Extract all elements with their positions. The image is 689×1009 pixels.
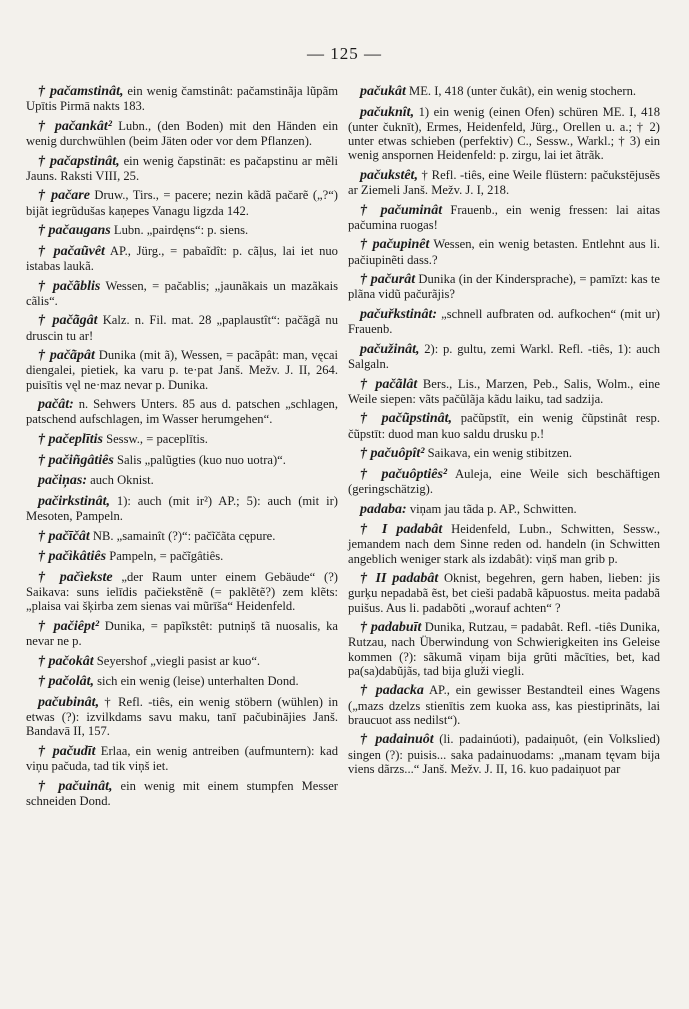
entry-headword: † pačaũvêt bbox=[38, 243, 105, 259]
entry-text: Kalz. n. Fil. mat. 28 „paplaustît“: pačãgã nu druscin tu ar! bbox=[26, 313, 338, 343]
entry-headword: † pačuôpît² bbox=[360, 446, 425, 462]
entry-headword: † pačupinêt bbox=[360, 237, 430, 253]
dictionary-entry bbox=[348, 168, 660, 197]
dictionary-entry bbox=[348, 571, 660, 615]
entry-text: 2): p. gultu, zemi Warkl. Refl. -tiês, 1): auch Salgaln. bbox=[348, 341, 660, 371]
dictionary-entry bbox=[348, 203, 660, 232]
entry-headword: pačirkstinât, bbox=[38, 493, 110, 509]
dictionary-entry bbox=[348, 84, 660, 99]
entry-text: auch Oknist. bbox=[87, 473, 154, 488]
entry-headword: † pačankât² bbox=[38, 118, 112, 134]
entry-headword: † padacka bbox=[360, 683, 424, 699]
entry-text: ME. I, 418 (unter čukât), ein wenig stochern. bbox=[405, 84, 637, 98]
entry-text: viņam jau tãda p. AP., Schwitten. bbox=[406, 501, 577, 516]
entry-headword: † padainuôt bbox=[360, 732, 434, 748]
entry-text: Heidenfeld, Lubn., Schwitten, Sessw., jemandem nach dem Sinne reden od. handeln (in Schwitten angeblich weniger stark als izdabât): viņš man grib p. bbox=[348, 522, 660, 566]
dictionary-entry bbox=[26, 779, 338, 808]
entry-headword: † pačuôptiês² bbox=[360, 466, 448, 482]
dictionary-entry bbox=[348, 411, 660, 440]
entry-headword: pačuknît, bbox=[360, 104, 415, 120]
dictionary-entry bbox=[348, 446, 660, 461]
dictionary-entry bbox=[348, 342, 660, 371]
entry-text: Wessen, = pačablis; „jaunãkais un mazãkais cãlis“. bbox=[26, 278, 338, 308]
dictionary-entry bbox=[348, 467, 660, 496]
entry-headword: pačiņas: bbox=[38, 473, 87, 489]
dictionary-entry bbox=[348, 683, 660, 727]
dictionary-entry bbox=[26, 695, 338, 739]
dictionary-entry bbox=[26, 154, 338, 183]
dictionary-entry bbox=[26, 432, 338, 447]
entry-text: „schnell aufbraten od. aufkochen“ (mit ur) Frauenb. bbox=[348, 306, 660, 337]
entry-text: 1) ein wenig (einen Ofen) schüren ME. I, 418 (unter čuknīt), Ermes, Heidenfeld, Jürg., Orellen u. a.; † 2) unter etwas schieben (perfektiv) C., Sessw., Warkl.; † 3) ein wenig anspornen Heidenfeld: p. zirgu, lai iet ãtrãk. bbox=[348, 104, 660, 163]
entry-headword: † pačīčât bbox=[38, 528, 90, 544]
entry-text: † Refl. -tiês, eine Weile flüstern: pačukstējusẽs ar Ziemeli Janš. Mežv. J. I, 218. bbox=[348, 167, 660, 197]
left-column bbox=[26, 84, 338, 813]
dictionary-entry bbox=[348, 732, 660, 776]
entry-headword: † pačuminât bbox=[360, 202, 443, 218]
entry-text: Dunika (in der Kindersprache), = pamīzt: kas te plãna vidũ pačurãjis? bbox=[348, 272, 660, 302]
entry-headword: † pačìekste bbox=[38, 569, 113, 585]
entry-text: Bers., Lis., Marzen, Peb., Salis, Wolm., eine Weile siepen: vãts pačũlãja kãdu laiku, tad sadzija. bbox=[348, 376, 660, 406]
right-column bbox=[348, 84, 660, 781]
entry-text: Pampeln, = pačĩgâtiês. bbox=[106, 549, 224, 564]
entry-text: Druw., Tirs., = pacere; nezin kãdã pačarẽ („?“) bijãt iegrũdušas kaņepes Vanagu ligzda 142. bbox=[26, 188, 338, 218]
entry-headword: † pačare bbox=[38, 188, 90, 204]
entry-text: 1): auch (mit ir²) AP.; 5): auch (mit ir) Mesoten, Pampeln. bbox=[26, 493, 338, 523]
entry-text: AP., ein gewisser Bestandteil eines Wagens („mazs dzelzs stienītis zem kuoka ass, kas piestiprinãts, lai braucuot ass nedilst“). bbox=[348, 683, 660, 727]
entry-headword: padaba: bbox=[360, 501, 407, 517]
dictionary-entry bbox=[26, 397, 338, 426]
entry-text: ein wenig mit einem stumpfen Messer schneiden Dond. bbox=[26, 778, 338, 808]
entry-headword: † II padabât bbox=[360, 571, 439, 587]
dictionary-entry bbox=[26, 473, 338, 488]
dictionary-entry bbox=[348, 272, 660, 301]
entry-headword: pačužinât, bbox=[360, 341, 420, 357]
entry-headword: † pačudīt bbox=[38, 743, 96, 759]
entry-text: Wessen, ein wenig betasten. Entlehnt aus li. pačiupinẽti dass.? bbox=[348, 237, 660, 267]
entry-headword: † pačokât bbox=[38, 653, 94, 669]
entry-text: (li. padainúoti), padaiņuôt, (ein Volkslied) singen (?): puisis... saka padainuodams: „manam tęvam bija viens dãrzs...“ Janš. Mežv. J. II, 16. kuo padaiņuot par bbox=[348, 732, 660, 776]
entry-text: ein wenig čapstināt: es pačapstinu ar mẽli Jauns. Raksti VIII, 25. bbox=[26, 153, 338, 183]
entry-headword: † padabuīt bbox=[360, 620, 422, 636]
dictionary-entry bbox=[348, 307, 660, 336]
entry-text: Dunika (mit ã), Wessen, = pacãpât: man, vęcai diengalei, pietiek, ka varu p. te·pat Janš. Mežv. J. II, 264. puisītis vęl ne·maz nevar p. Dunika. bbox=[26, 348, 338, 392]
entry-headword: † pačamstinât, bbox=[38, 84, 124, 99]
dictionary-entry bbox=[26, 453, 338, 468]
dictionary-entry bbox=[348, 377, 660, 406]
dictionary-entry bbox=[26, 674, 338, 689]
entry-text: „der Raum unter einem Gebäude“ (?) Saikava: suns ielīdis pačiekstẽnẽ (= paklẽtẽ?) zem klẽts: „plaisa vai šķirba zem sienas vai mũrīša“ Heidenfeld. bbox=[26, 569, 338, 614]
entry-headword: † pačurât bbox=[360, 272, 416, 288]
dictionary-entry bbox=[26, 188, 338, 217]
entry-headword: † pačiñgâtiês bbox=[38, 452, 114, 468]
entry-text: Saikava, ein wenig stibitzen. bbox=[424, 446, 573, 461]
entry-headword: pačukât bbox=[360, 84, 406, 99]
entry-text: Dunika, = papĩkstêt: putniņš tã nuosalis, ka nevar ne p. bbox=[26, 618, 338, 648]
entry-text: Lubn. „pairdęns“: p. siens. bbox=[110, 223, 249, 238]
dictionary-entry bbox=[26, 279, 338, 308]
entry-headword: † pačapstinât, bbox=[38, 153, 120, 169]
dictionary-entry bbox=[26, 744, 338, 773]
entry-text: ein wenig čamstinât: pačamstinãja lũpãm Upītis Pirmā nakts 183. bbox=[26, 84, 338, 114]
page-number: — 125 — bbox=[307, 44, 382, 63]
entry-headword: † pačũpstinât, bbox=[360, 411, 453, 427]
dictionary-entry bbox=[26, 84, 338, 113]
entry-text: sich ein wenig (leise) unterhalten Dond. bbox=[94, 674, 299, 689]
entry-headword: † pačuinât, bbox=[38, 778, 113, 794]
dictionary-entry bbox=[348, 620, 660, 678]
dictionary-entry bbox=[26, 619, 338, 648]
entry-text: Seyershof „viegli pasist ar kuo“. bbox=[93, 653, 261, 668]
entry-headword: † pačaugans bbox=[38, 223, 111, 239]
dictionary-entry bbox=[26, 494, 338, 523]
entry-headword: pačuřkstinât: bbox=[360, 306, 438, 322]
entry-text: Frauenb., ein wenig fressen: lai aitas pačumina ruogas! bbox=[348, 202, 660, 232]
dictionary-entry bbox=[348, 522, 660, 566]
dictionary-entry bbox=[26, 348, 338, 392]
entry-headword: † pačãblis bbox=[38, 278, 101, 294]
dictionary-entry bbox=[26, 119, 338, 148]
dictionary-entry bbox=[26, 223, 338, 238]
entry-headword: † pačeplītis bbox=[38, 431, 103, 447]
entry-headword: † pačolât, bbox=[38, 674, 94, 690]
dictionary-entry bbox=[348, 105, 660, 163]
entry-text: † Refl. -tiês, ein wenig stöbern (wühlen) in etwas (?): izvilkdams savu maku, tanī pačubinājies Janš. Bandavā II, 157. bbox=[26, 694, 338, 739]
dictionary-entry bbox=[26, 529, 338, 544]
entry-headword: † pačìkâtiês bbox=[38, 549, 107, 565]
entry-headword: † pačiêpt² bbox=[38, 618, 100, 634]
entry-headword: † pačãlât bbox=[360, 376, 418, 392]
entry-headword: pačukstêt, bbox=[360, 167, 418, 183]
dictionary-entry bbox=[348, 502, 660, 517]
entry-headword: † pačãpât bbox=[38, 348, 95, 364]
entry-headword: pačât: bbox=[38, 397, 74, 413]
entry-text: Auleja, eine Weile sich beschäftigen (geringschätzig). bbox=[348, 466, 661, 496]
dictionary-entry bbox=[26, 313, 338, 342]
dictionary-entry bbox=[26, 570, 338, 614]
dictionary-entry bbox=[26, 549, 338, 564]
dictionary-entry bbox=[26, 244, 338, 273]
entry-text: n. Sehwers Unters. 85 aus d. patschen „schlagen, patschend aufschlagen, im Wasser herumgehen“. bbox=[26, 397, 338, 427]
entry-text: Erlaa, ein wenig antreiben (aufmuntern): kad viņu pačuda, tad tik viņš iet. bbox=[26, 743, 338, 773]
entry-headword: † pačãgât bbox=[38, 313, 98, 329]
entry-text: Dunika, Rutzau, = padabât. Refl. -tiês Dunika, Rutzau, nach Überwindung von Schwierigkeiten ins Geleise kommen (?): sãkumã viņam bija grũti mãcīties, bet, kad pa(sa)dabũjãs, tad bija gluži viegli. bbox=[348, 620, 660, 678]
entry-headword: pačubinât, bbox=[38, 694, 100, 710]
entry-text: Sessw., = paceplītis. bbox=[102, 431, 208, 446]
entry-text: NB. „samainît (?)“: pačĩčãta cępure. bbox=[89, 528, 276, 543]
entry-text: Oknist, begehren, gern haben, lieben: jis gurķu nepadabã ẽst, bet cieši padabã kãpuostus. meita padabã puišus. Aus li. padabõti „worauf achten“ ? bbox=[348, 571, 660, 615]
entry-text: pačũpstīt, ein wenig čũpstinât resp. čũpstīt: duod man kuo saldu drusku p.! bbox=[348, 411, 661, 441]
entry-text: AP., Jürg., = pabaĩdît: p. cãļus, lai iet nuo istabas laukã. bbox=[26, 243, 338, 273]
dictionary-entry bbox=[348, 237, 660, 266]
entry-text: Salis „palũgties (kuo nuo uotra)“. bbox=[113, 452, 286, 467]
entry-headword: † I padabât bbox=[360, 522, 443, 538]
dictionary-entry bbox=[26, 654, 338, 669]
entry-text: Lubn., (den Boden) mit den Händen ein wenig durchwühlen (beim Jäten oder vor dem Pflanzen). bbox=[26, 118, 338, 148]
